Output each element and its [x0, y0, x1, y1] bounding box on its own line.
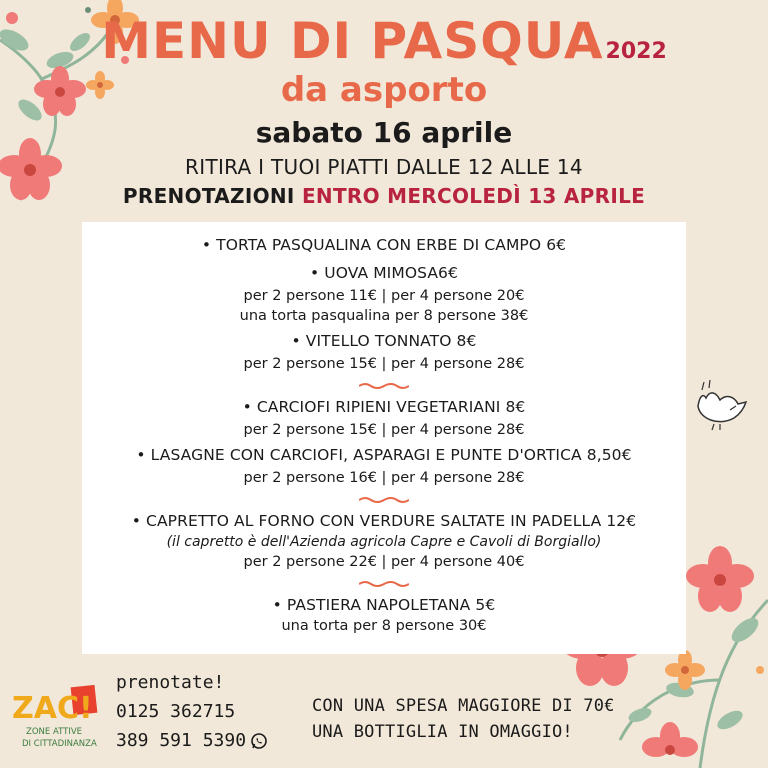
menu-item: • UOVA MIMOSA6€: [310, 264, 458, 282]
phone-mobile-row: [116, 726, 268, 755]
wave-divider-icon: [359, 580, 409, 588]
pickup-time: RITIRA I TUOI PIATTI DALLE 12 ALLE 14: [185, 155, 583, 179]
menu-item: • CARCIOFI RIPIENI VEGETARIANI 8€: [242, 398, 526, 416]
menu-item-price: per 2 persone 11€ | per 4 persone 20€: [243, 288, 525, 304]
flower-icon: [686, 546, 754, 612]
promo-line-1: CON UNA SPESA MAGGIORE DI 70€: [312, 696, 615, 716]
contact-heading: prenotate!: [116, 672, 225, 693]
menu-item: • TORTA PASQUALINA CON ERBE DI CAMPO 6€: [201, 236, 567, 254]
booking-date: ENTRO MERCOLEDÌ 13 APRILE: [301, 184, 646, 208]
menu-item: • LASAGNE CON CARCIOFI, ASPARAGI E PUNTE D'ORTICA 8,50€: [136, 446, 632, 464]
menu-item-price: per 2 persone 16€ | per 4 persone 28€: [243, 470, 525, 486]
title-main: MENU DI PASQUA: [101, 12, 604, 70]
bird-icon: [690, 376, 750, 434]
menu-item: • VITELLO TONNATO 8€: [291, 332, 477, 350]
menu-item: • CAPRETTO AL FORNO CON VERDURE SALTATE IN PADELLA 12€: [131, 512, 637, 530]
booking-label: PRENOTAZIONI: [122, 184, 295, 208]
phone-mobile[interactable]: 389 591 5390: [116, 730, 247, 751]
logo-mark-text: ZAC!: [12, 691, 93, 726]
logo-tagline-1: ZONE ATTIVE: [26, 727, 83, 737]
menu-item-price: una torta pasqualina per 8 persone 38€: [239, 308, 529, 324]
zac-logo-mark: [8, 684, 104, 754]
title-year: 2022: [605, 39, 667, 64]
promo-line-2: UNA BOTTIGLIA IN OMAGGIO!: [312, 722, 573, 742]
menu-title: [0, 12, 768, 70]
contact-block: [116, 668, 268, 755]
menu-item: • PASTIERA NAPOLETANA 5€: [272, 596, 496, 614]
event-date: sabato 16 aprile: [255, 116, 513, 149]
flower-icon: [642, 722, 698, 757]
subtitle: da asporto: [280, 70, 488, 110]
promo-block: [312, 693, 615, 745]
wave-divider-icon: [359, 496, 409, 504]
wave-divider-icon: [359, 382, 409, 390]
menu-item-note: (il capretto è dell'Azienda agricola Capre e Cavoli di Borgiallo): [166, 534, 602, 550]
menu-item-price: per 2 persone 15€ | per 4 persone 28€: [243, 422, 525, 438]
menu-card: [82, 222, 686, 654]
logo-tagline-2: DI CITTADINANZA: [22, 739, 97, 749]
menu-item-price: una torta per 8 persone 30€: [281, 618, 487, 634]
whatsapp-icon[interactable]: [250, 732, 268, 750]
menu-item-price: per 2 persone 15€ | per 4 persone 28€: [243, 356, 525, 372]
phone-landline[interactable]: 0125 362715: [116, 701, 236, 722]
booking-deadline: [0, 184, 768, 208]
menu-item-price: per 2 persone 22€ | per 4 persone 40€: [243, 554, 525, 570]
zac-logo: [8, 684, 104, 754]
